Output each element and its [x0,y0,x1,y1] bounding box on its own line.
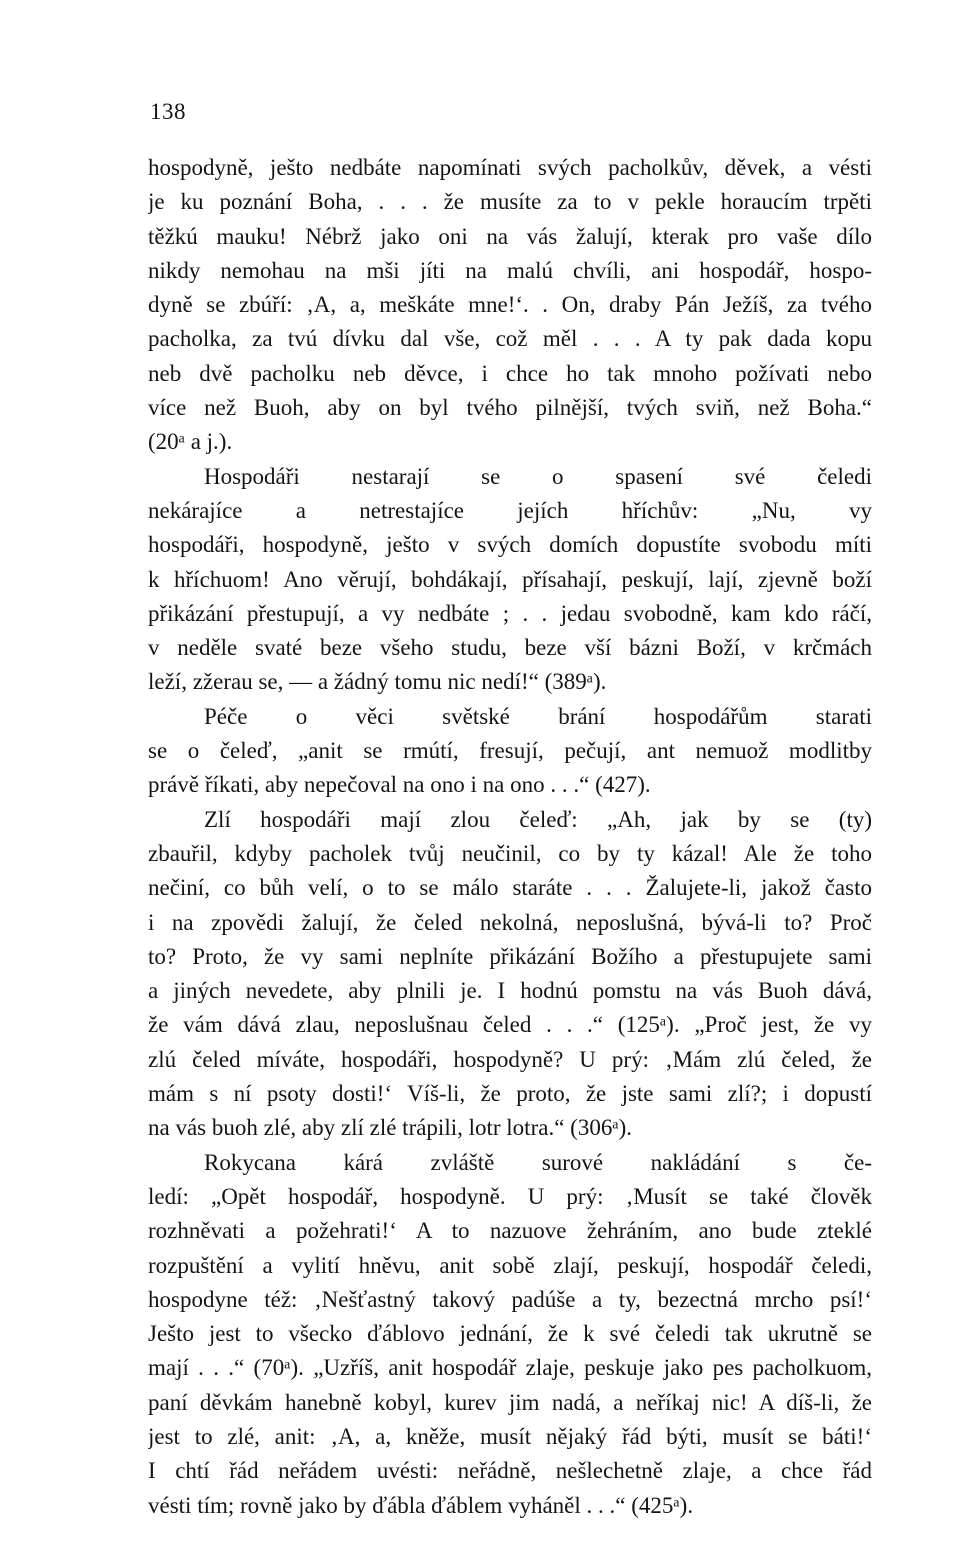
text-line: ledí: „Opět hospodář, hospodyně. U prý: ‚Musít se také člověk [148,1183,872,1209]
text-line: hospodyne též: ‚Nešťastný takový padúše a ty, bezectná mrcho psí!‘ [148,1286,872,1312]
text-line: právě říkati, aby nepečoval na ono i na ono . . .“ (427). [148,772,651,798]
text-line: Zlí hospodáři mají zlou čeleď: „Ah, jak by se (ty) [204,806,872,832]
text-line: zlú čeled míváte, hospodáři, hospodyně? U prý: ‚Mám zlú čeled, že [148,1046,872,1072]
text-line: I chtí řád neřádem uvésti: neřádně, nešlechetně zlaje, a chce řád [148,1458,872,1484]
text-line: mají . . .“ (70ᵃ). „Uzříš, anit hospodář zlaje, peskuje jako pes pacholkuom, [148,1355,872,1381]
text-line: i na zpovědi žalují, že čeled nekolná, neposlušná, bývá-li to? Proč [148,909,872,935]
text-line: je ku poznání Boha, . . . že musíte za to v pekle horaucím trpěti [148,189,872,215]
text-line: dyně se zbúří: ‚A, a, meškáte mne!‘. . On, draby Pán Ježíš, za tvého [148,292,872,318]
text-line: těžkú mauku! Nébrž jako oni na vás žalují, kterak pro vaše dílo [148,223,872,249]
text-line: na vás buoh zlé, aby zlí zlé trápili, lotr lotra.“ (306ᵃ). [148,1115,633,1141]
text-line: hospodyně, ješto nedbáte napomínati svých pacholkův, děvek, a vésti [148,155,872,180]
page-number: 138 [150,99,186,124]
text-line: zbauřil, kdyby pacholek tvůj neučinil, co by ty kázal! Ale že toho [148,840,872,866]
text-line: hospodáři, hospodyně, ješto v svých domích dopustíte svobodu míti [148,532,872,558]
text-line: se o čeleď, „anit se rmútí, fresují, pečují, ant nemuož modlitby [148,738,872,764]
text-line: více než Buoh, aby on byl tvého pilnější, tvých sviň, než Boha.“ [148,395,872,421]
text-line: a jiných nevedete, aby plnili je. I hodnú pomstu na vás Buoh dává, [148,978,872,1004]
body-text [148,151,872,1523]
text-line: nekárajíce a netrestajíce jejích hříchův: „Nu, vy [148,497,872,523]
text-line: nikdy nemohau na mši jíti na malú chvíli, ani hospodář, hospo- [148,257,872,283]
text-line: (20ᵃ a j.). [148,429,233,455]
text-line: to? Proto, že vy sami neplníte přikázání Božího a přestupujete sami [148,943,872,969]
text-line: leží, zžerau se, — a žádný tomu nic nedí!“ (389ᵃ). [148,669,607,695]
text-line: pacholka, za tvú dívku dal vše, což měl . . . A ty pak dada kopu [148,326,872,352]
text-line: v neděle svaté beze všeho studu, beze vší bázni Boží, v krčmách [148,635,872,661]
text-line: vésti tím; rovně jako by ďábla ďáblem vyháněl . . .“ (425ᵃ). [148,1492,694,1518]
text-line: Ješto jest to všecko ďáblovo jednání, že k své čeledi tak ukrutně se [148,1321,872,1347]
text-line: přikázání přestupují, a vy nedbáte ; . . jedau svobodně, kam kdo ráčí, [148,600,872,626]
text-line: Rokycana kárá zvláště surové nakládání s če- [204,1149,872,1175]
text-line: k hříchuom! Ano věrují, bohdákají, přísahají, peskují, lají, zjevně boží [148,566,872,592]
text-line: rozhněvati a požehrati!‘ A to nazuove žehráním, ano bude zteklé [148,1218,872,1244]
text-line: rozpuštění a vylití hněvu, anit sobě zlají, peskují, hospodář čeledi, [148,1252,872,1278]
text-line: Hospodáři nestarají se o spasení své čeledi [204,463,872,489]
text-line: že vám dává zlau, neposlušnau čeled . . .“ (125ᵃ). „Proč jest, že vy [148,1012,872,1038]
text-line: neb dvě pacholku neb děvce, i chce ho tak mnoho požívati nebo [148,360,872,386]
text-line: Péče o věci světské brání hospodářům starati [204,703,872,729]
text-line: mám s ní psoty dosti!‘ Víš-li, že proto, že jste sami zlí?; i dopustí [148,1081,872,1107]
text-line: paní děvkám hanebně kobyl, kurev jim nadá, a neříkaj nic! A díš-li, že [148,1389,872,1415]
text-line: nečiní, co bůh velí, o to se málo staráte . . . Žalujete-li, jakož často [148,875,872,901]
text-line: jest to zlé, anit: ‚A, a, kněže, musít nějaký řád býti, musít se báti!‘ [148,1423,872,1449]
